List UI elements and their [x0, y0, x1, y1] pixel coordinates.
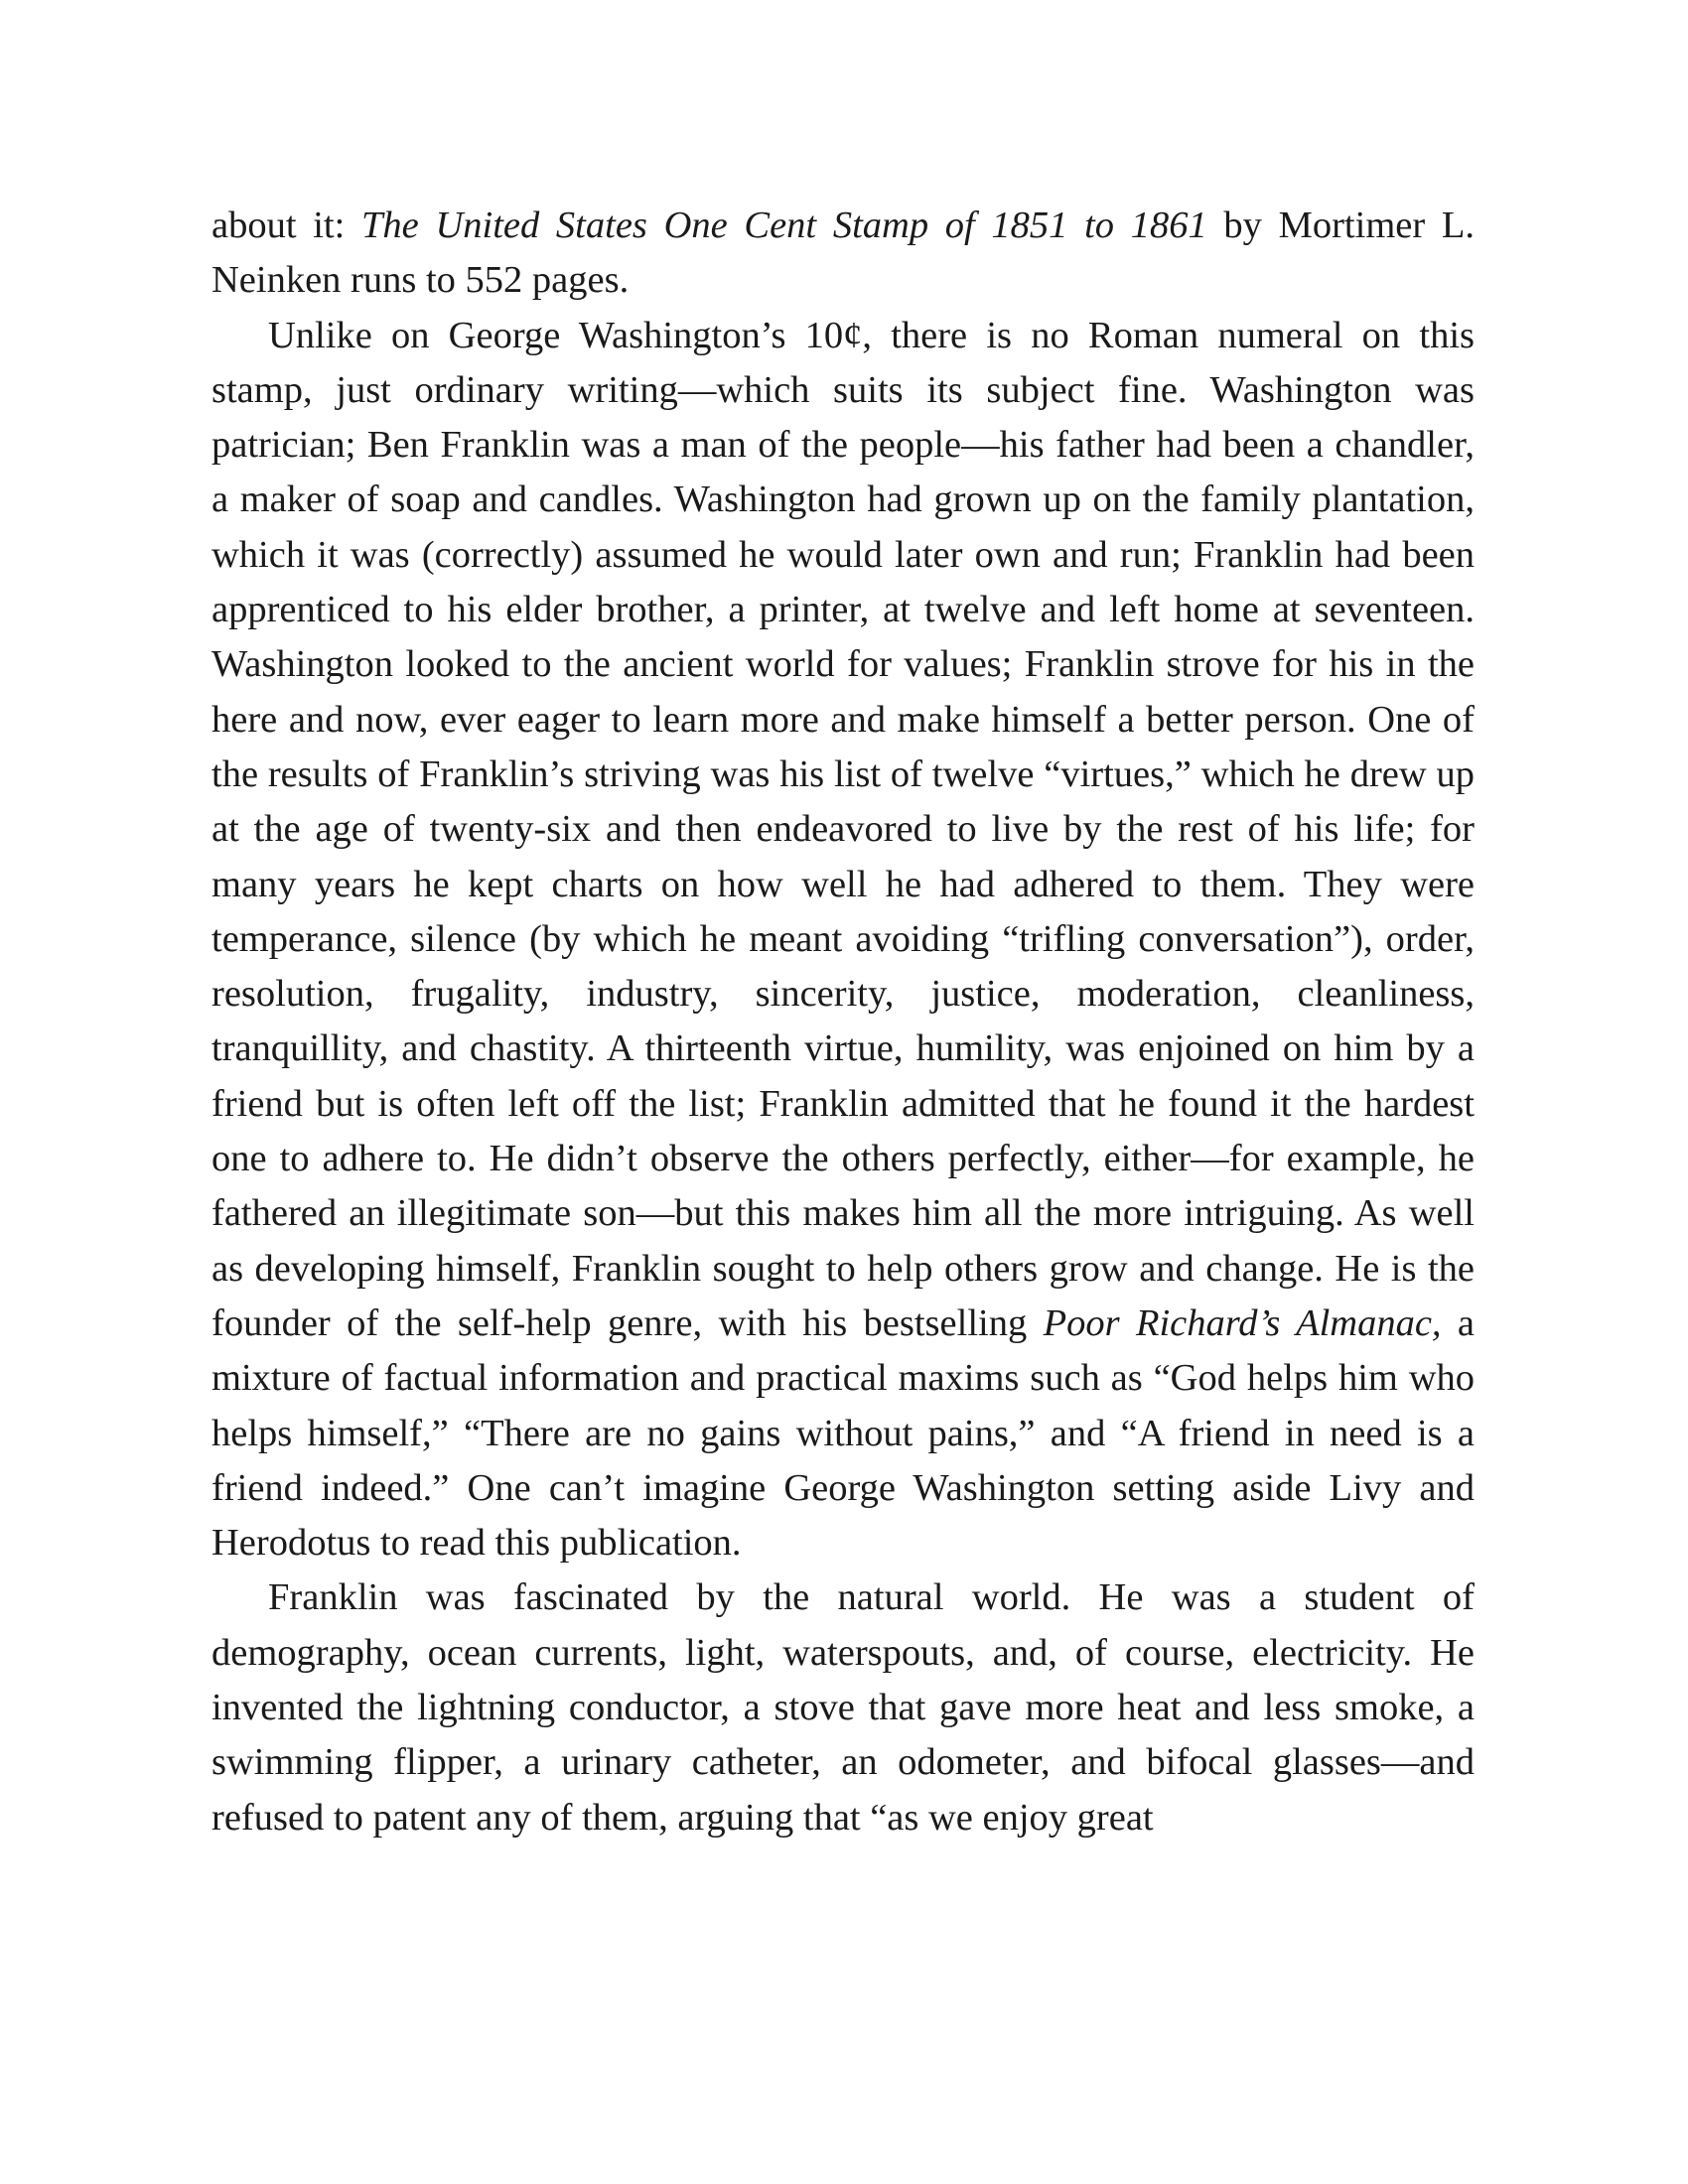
paragraph-text: Unlike on George Washington’s 10¢, there is no Roman numeral on this stamp, just ordinary writing—which suits its subject fine. Washington was patrician; Ben Franklin was a man of the people—his father had been a chandler, a maker of soap and candles. Washington had grown up on the family plantation, which it was (correctly) assumed he would later own and run; Franklin had been apprenticed to his elder brother, a printer, at twelve and left home at seventeen. Washington looked to the ancient world for values; Franklin strove for his in the here and now, ever eager to learn more and make himself a better person. One of the results of Franklin’s striving was his list of twelve “virtues,” which he drew up at the age of twenty-six and then endeavored to live by the rest of his life; for many years he kept charts on how well he had adhered to them. They were temperance, silence (by which he meant avoiding “trifling conversation”), order, resolution, frugality, industry, sincerity, justice, moderation, cleanliness, tranquillity, and chastity. A thirteenth virtue, humility, was enjoined on him by a friend but is often left off the list; Franklin admitted that he found it the hardest one to adhere to. He didn’t observe the others perfectly, either—for example, he fathered an illegitimate son—but this makes him all the more intriguing. As well as developing himself, Franklin sought to help others grow and change. He is the founder of the self-help genre, with his bestselling	[211, 314, 1475, 1344]
paragraph-text: Franklin was fascinated by the natural world. He was a student of demography, ocean currents, light, waterspouts, and, of course, electricity. He invented the lightning conductor, a stove that gave more heat and less smoke, a swimming flipper, a urinary catheter, an odometer, and bifocal glasses—and refused to patent any of them, arguing that “as we enjoy great	[211, 1576, 1475, 1839]
book-title-italic: The United States One Cent Stamp of 1851 to 1861	[361, 205, 1207, 246]
paragraph-text: about it:	[211, 205, 362, 246]
paragraph-text: by Mortimer L. Neinken runs to 552 pages.	[211, 205, 1476, 302]
almanac-title-italic: Poor Richard’s Almanac,	[1043, 1301, 1442, 1344]
paragraph-text: a mixture of factual information and practical maxims such as “God helps him who helps himself,” “There are no gains without pains,” and “A friend in need is a friend indeed.” One can’t imagine George Washington setting aside Livy and Herodotus to read this publication.	[211, 1301, 1475, 1565]
paragraph-1	[211, 199, 1475, 309]
body-text	[211, 199, 1475, 1845]
paragraph-2	[211, 309, 1475, 1571]
paragraph-3	[211, 1570, 1475, 1844]
